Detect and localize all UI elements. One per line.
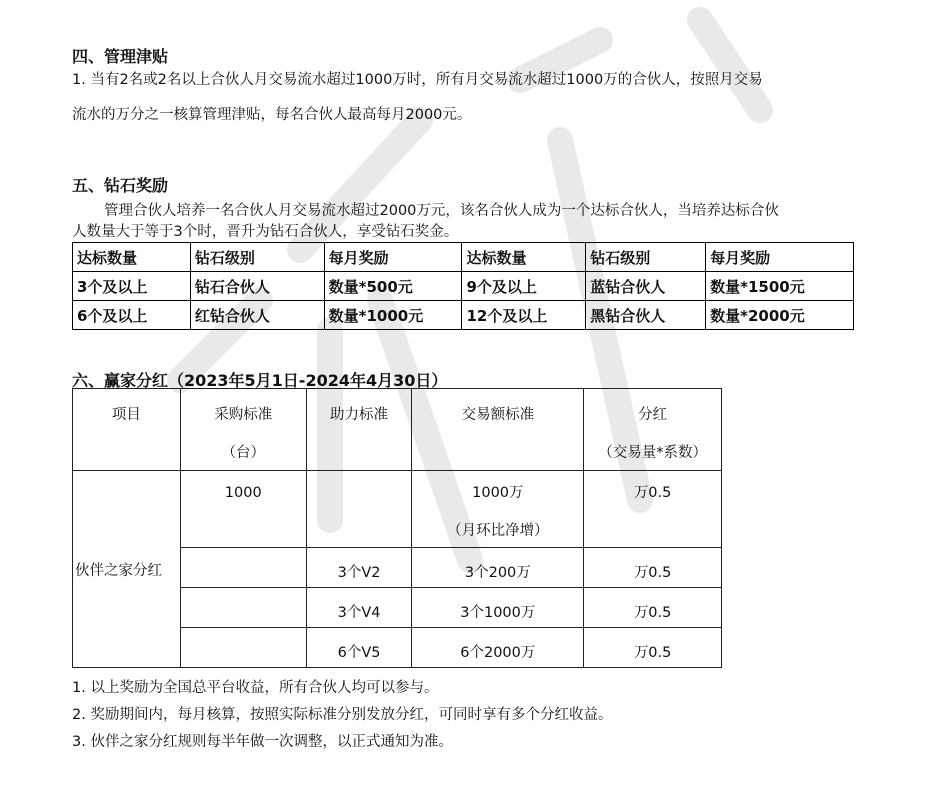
table-row bbox=[73, 272, 854, 301]
table-cell: 红钻合伙人 bbox=[190, 301, 324, 330]
table-cell: 万0.5 bbox=[584, 471, 722, 548]
header-cell: 每月奖励 bbox=[706, 243, 854, 272]
table-cell bbox=[306, 471, 412, 548]
table-row bbox=[73, 243, 854, 272]
header-cell-bonus: 分红 （交易量*系数） bbox=[584, 389, 722, 471]
table-cell: 3个V2 bbox=[306, 548, 412, 588]
table-cell: 6个2000万 bbox=[412, 628, 584, 668]
table-row bbox=[73, 301, 854, 330]
table-cell: 万0.5 bbox=[584, 588, 722, 628]
row-label-cell: 伙伴之家分红 bbox=[73, 471, 181, 668]
table-cell: 3个1000万 bbox=[412, 588, 584, 628]
section-4-line-1: 1. 当有2名或2名以上合伙人月交易流水超过1000万时，所有月交易流水超过1000万的合伙人，按照月交易 bbox=[72, 72, 763, 88]
table-cell: 数量*500元 bbox=[324, 272, 462, 301]
header-cell: 达标数量 bbox=[462, 243, 586, 272]
section-6-heading: 六、赢家分红（2023年5月1日-2024年4月30日） bbox=[72, 371, 448, 390]
table-cell: 3个V4 bbox=[306, 588, 412, 628]
diamond-reward-table bbox=[72, 242, 854, 330]
table-cell: 钻石合伙人 bbox=[190, 272, 324, 301]
table-row bbox=[73, 471, 722, 548]
table-cell: 数量*1000元 bbox=[324, 301, 462, 330]
table-cell: 12个及以上 bbox=[462, 301, 586, 330]
table-cell: 黑钻合伙人 bbox=[586, 301, 706, 330]
header-cell-item: 项目 bbox=[73, 389, 181, 471]
table-cell: 1000 bbox=[180, 471, 306, 548]
table-cell bbox=[180, 548, 306, 588]
header-cell: 达标数量 bbox=[73, 243, 191, 272]
table-cell bbox=[180, 628, 306, 668]
table-cell: 万0.5 bbox=[584, 628, 722, 668]
table-cell: 3个及以上 bbox=[73, 272, 191, 301]
note-3: 3. 伙伴之家分红规则每半年做一次调整，以正式通知为准。 bbox=[72, 734, 453, 750]
header-cell: 钻石级别 bbox=[586, 243, 706, 272]
section-5-heading: 五、钻石奖励 bbox=[72, 176, 169, 195]
header-cell-assist: 助力标准 bbox=[306, 389, 412, 471]
section-4-line-2: 流水的万分之一核算管理津贴，每名合伙人最高每月2000元。 bbox=[72, 107, 472, 123]
header-cell: 每月奖励 bbox=[324, 243, 462, 272]
table-cell: 6个及以上 bbox=[73, 301, 191, 330]
table-cell: 1000万 （月环比净增） bbox=[412, 471, 584, 548]
section-5-line-1: 管理合伙人培养一名合伙人月交易流水超过2000万元，该名合伙人成为一个达标合伙人，当培养达标合伙 bbox=[104, 203, 779, 219]
dividend-table bbox=[72, 388, 722, 668]
section-5-line-2: 人数量大于等于3个时，晋升为钻石合伙人，享受钻石奖金。 bbox=[72, 224, 459, 240]
table-cell bbox=[180, 588, 306, 628]
table-cell: 3个200万 bbox=[412, 548, 584, 588]
note-1: 1. 以上奖励为全国总平台收益，所有合伙人均可以参与。 bbox=[72, 680, 439, 696]
table-cell: 6个V5 bbox=[306, 628, 412, 668]
table-cell: 数量*1500元 bbox=[706, 272, 854, 301]
table-cell: 万0.5 bbox=[584, 548, 722, 588]
table-cell: 数量*2000元 bbox=[706, 301, 854, 330]
header-cell-purchase: 采购标准 （台） bbox=[180, 389, 306, 471]
section-4-heading: 四、管理津贴 bbox=[72, 47, 169, 66]
header-cell: 钻石级别 bbox=[190, 243, 324, 272]
table-cell: 蓝钻合伙人 bbox=[586, 272, 706, 301]
header-cell-volume: 交易额标准 bbox=[412, 389, 584, 471]
table-cell: 9个及以上 bbox=[462, 272, 586, 301]
note-2: 2. 奖励期间内，每月核算，按照实际标准分别发放分红，可同时享有多个分红收益。 bbox=[72, 707, 613, 723]
table-row bbox=[73, 389, 722, 471]
